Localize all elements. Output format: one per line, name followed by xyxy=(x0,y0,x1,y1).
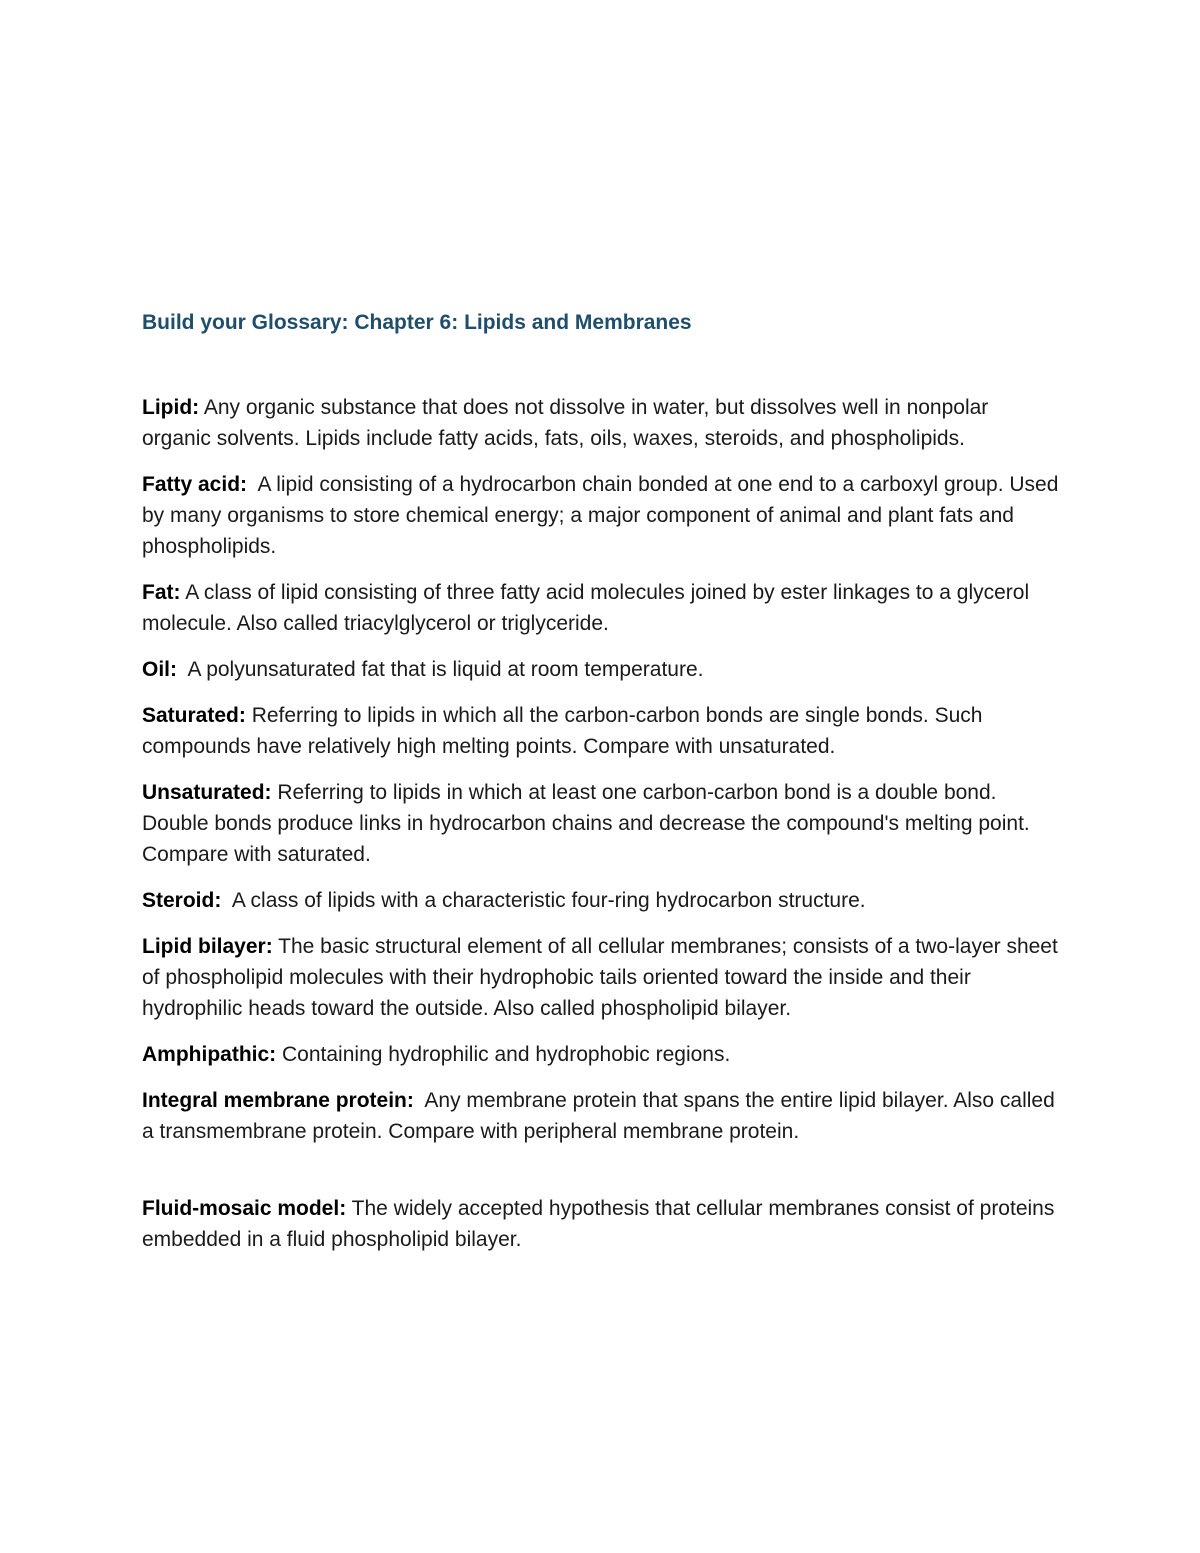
glossary-definition: A polyunsaturated fat that is liquid at room temperature. xyxy=(187,658,704,681)
glossary-entry-lipid-bilayer xyxy=(142,931,1062,1024)
glossary-definition: The basic structural element of all cellular membranes; consists of a two-layer sheet of phospholipid molecules with their hydrophobic tails oriented toward the inside and their hydrophilic heads toward the outside. Also called phospholipid bilayer. xyxy=(142,935,1058,1020)
glossary-entry-fat xyxy=(142,577,1062,639)
glossary-term: Fatty acid: xyxy=(142,473,248,496)
glossary-entry-amphipathic xyxy=(142,1039,1062,1070)
glossary-term: Unsaturated: xyxy=(142,781,272,804)
glossary-entry-saturated xyxy=(142,700,1062,762)
glossary-definition: The widely accepted hypothesis that cellular membranes consist of proteins embedded in a fluid phospholipid bilayer. xyxy=(142,1197,1055,1251)
glossary-definition: A lipid consisting of a hydrocarbon chain bonded at one end to a carboxyl group. Used by many organisms to store chemical energy; a major component of animal and plant fats and phospholipids. xyxy=(142,473,1059,558)
glossary-term: Oil: xyxy=(142,658,177,681)
glossary-term: Saturated: xyxy=(142,704,246,727)
glossary-entry-fatty-acid xyxy=(142,469,1062,562)
glossary-entry-unsaturated xyxy=(142,777,1062,870)
glossary-list xyxy=(142,392,1062,1255)
glossary-entry-steroid xyxy=(142,885,1062,916)
glossary-term: Integral membrane protein: xyxy=(142,1089,414,1112)
glossary-term: Lipid bilayer: xyxy=(142,935,273,958)
glossary-term: Amphipathic: xyxy=(142,1043,277,1066)
glossary-entry-lipid xyxy=(142,392,1062,454)
glossary-definition: A class of lipid consisting of three fatty acid molecules joined by ester linkages to a glycerol molecule. Also called triacylglycerol or triglyceride. xyxy=(142,581,1030,635)
glossary-definition: Containing hydrophilic and hydrophobic regions. xyxy=(282,1043,731,1066)
glossary-definition: Referring to lipids in which all the carbon-carbon bonds are single bonds. Such compounds have relatively high melting points. Compare with unsaturated. xyxy=(142,704,983,758)
glossary-definition: Any organic substance that does not dissolve in water, but dissolves well in nonpolar organic solvents. Lipids include fatty acids, fats, oils, waxes, steroids, and phospholipids. xyxy=(142,396,989,450)
document-page xyxy=(142,306,1062,1270)
glossary-term: Fluid-mosaic model: xyxy=(142,1197,347,1220)
page-title: Build your Glossary: Chapter 6: Lipids and Membranes xyxy=(142,311,692,334)
glossary-entry-integral-membrane-protein xyxy=(142,1085,1062,1147)
glossary-definition: Any membrane protein that spans the entire lipid bilayer. Also called a transmembrane protein. Compare with peripheral membrane protein. xyxy=(142,1089,1055,1143)
glossary-term: Fat: xyxy=(142,581,181,604)
glossary-entry-oil xyxy=(142,654,1062,685)
glossary-term: Lipid: xyxy=(142,396,200,419)
glossary-definition: A class of lipids with a characteristic four-ring hydrocarbon structure. xyxy=(231,889,866,912)
glossary-term: Steroid: xyxy=(142,889,222,912)
glossary-entry-fluid-mosaic-model xyxy=(142,1193,1062,1255)
glossary-definition: Referring to lipids in which at least one carbon-carbon bond is a double bond. Double bonds produce links in hydrocarbon chains and decrease the compound's melting point. Compare with saturated. xyxy=(142,781,1030,866)
